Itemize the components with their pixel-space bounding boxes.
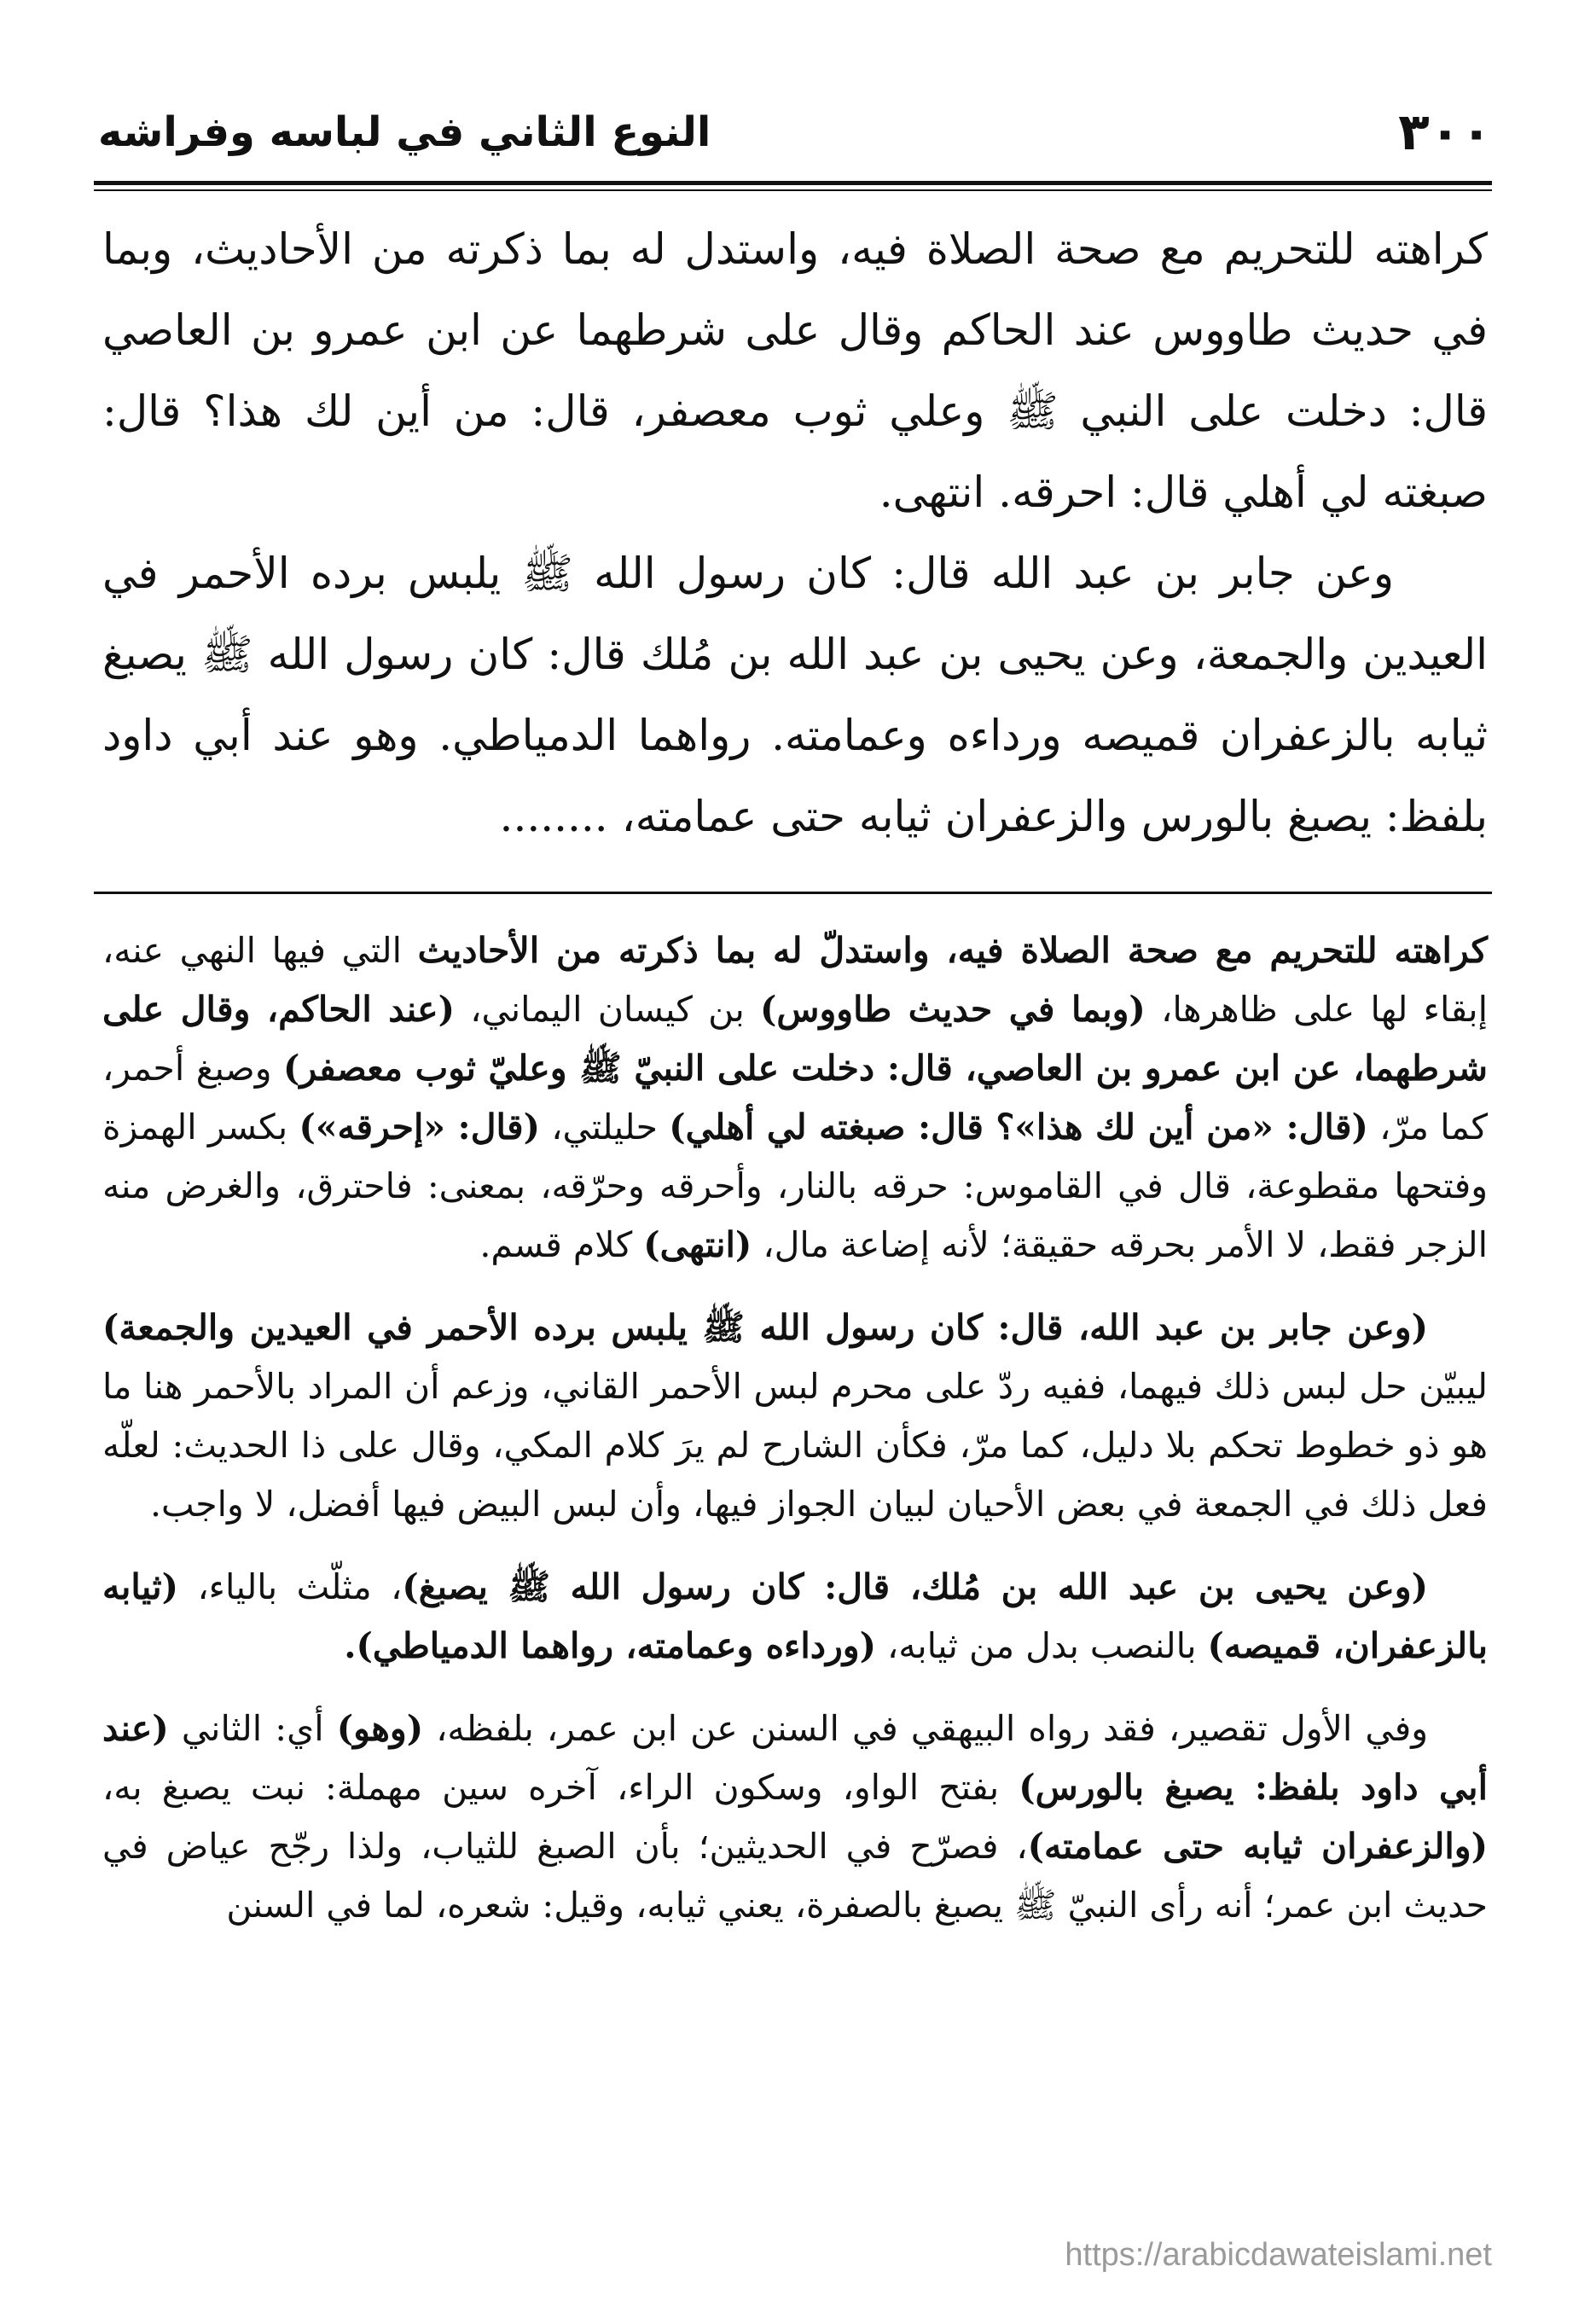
commentary-text: بن كيسان اليماني، bbox=[455, 989, 761, 1030]
quoted-text: (ورداءه وعمامته، رواهما الدمياطي). bbox=[344, 1625, 876, 1666]
commentary-text: ، فصرّح في الحديثين؛ بأن الصبغ للثياب، ولذا رجّح عياض في حديث ابن عمر؛ أنه رأى النبيّ ﷺ يصبغ بالصفرة، يعني ثيابه، وقيل: شعره، لما في السنن bbox=[102, 1826, 1488, 1926]
commentary-text: وصبغ أحمر، كما مرّ، bbox=[102, 1048, 1488, 1147]
quoted-text: (وبما في حديث طاووس) bbox=[760, 989, 1146, 1030]
matn-paragraph-2: وعن جابر بن عبد الله قال: كان رسول الله ﷺ يلبس برده الأحمر في العيدين والجمعة، وعن يحيى بن عبد الله بن مُلك قال: كان رسول الله ﷺ يصبغ ثيابه بالزعفران قميصه ورداءه وعمامته. رواهما الدمياطي. وهو عند أبي داود بلفظ: يصبغ بالورس والزعفران ثيابه حتى عمامته، ........ bbox=[102, 549, 1488, 841]
header-rule bbox=[94, 181, 1492, 185]
commentary-text: بالنصب بدل من ثيابه، bbox=[875, 1625, 1208, 1666]
quoted-text: (عند الحاكم، وقال على شرطهما، عن ابن عمرو بن العاصي، قال: دخلت على النبيّ ﷺ وعليّ ثوب معصفر) bbox=[102, 989, 1489, 1089]
quoted-text: (وهو) bbox=[336, 1708, 424, 1749]
commentary-text: التي فيها النهي عنه، إبقاء لها على ظاهرها، bbox=[102, 930, 1488, 1030]
header-rule-thin bbox=[94, 189, 1492, 191]
commentary-text: بكسر الهمزة وفتحها مقطوعة، قال في القاموس: حرقه بالنار، وأحرقه وحرّقه، بمعنى: فاحترق، والغرض منه الزجر فقط، لا الأمر بحرقه حقيقة؛ لأنه إضاعة مال، bbox=[102, 1107, 1488, 1265]
sharh-paragraph-3 bbox=[102, 1558, 1488, 1676]
quoted-text: كراهته للتحريم مع صحة الصلاة فيه، واستدلّ له بما ذكرته من الأحاديث bbox=[417, 930, 1488, 971]
commentary-text: كلام قسم. bbox=[479, 1224, 644, 1265]
section-divider bbox=[94, 892, 1492, 894]
quoted-text: (قال: «إحرقه») bbox=[299, 1107, 540, 1147]
quoted-text: (انتهى) bbox=[643, 1224, 752, 1265]
commentary-text: أي: الثاني bbox=[168, 1708, 337, 1749]
quoted-text: (وعن جابر بن عبد الله، قال: كان رسول الله ﷺ يلبس برده الأحمر في العيدين والجمعة) bbox=[102, 1307, 1428, 1348]
sharh-paragraph-2 bbox=[102, 1299, 1488, 1534]
matn-text bbox=[102, 209, 1488, 857]
commentary-text: ، مثلّث بالياء، bbox=[178, 1566, 403, 1607]
commentary-text: ليبيّن حل لبس ذلك فيهما، ففيه ردّ على محرم لبس الأحمر القاني، وزعم أن المراد بالأحمر هنا ما هو ذو خطوط تحكم بلا دليل، كما مرّ، فكأن الشارح لم يرَ كلام المكي، وقال على ذا الحديث: لعلّه فعل ذلك في الجمعة في بعض الأحيان لبيان الجواز فيها، وأن لبس البيض فيها أفضل، لا واجب. bbox=[102, 1366, 1488, 1525]
quoted-text: (قال: «من أين لك هذا»؟ قال: صبغته لي أهلي) bbox=[669, 1107, 1368, 1147]
sharh-paragraph-4 bbox=[102, 1699, 1488, 1935]
sharh-commentary bbox=[102, 921, 1488, 1935]
watermark-url: https://arabicdawateislami.net bbox=[1065, 2237, 1492, 2273]
quoted-text: (والزعفران ثيابه حتى عمامته) bbox=[1027, 1826, 1488, 1867]
running-title: النوع الثاني في لباسه وفراشه bbox=[98, 108, 711, 156]
matn-paragraph-1: كراهته للتحريم مع صحة الصلاة فيه، واستدل له بما ذكرته من الأحاديث، وبما في حديث طاووس عند الحاكم وقال على شرطهما عن ابن عمرو بن العاصي قال: دخلت على النبي ﷺ وعلي ثوب معصفر، قال: من أين لك هذا؟ قال: صبغته لي أهلي قال: احرقه. انتهى. bbox=[102, 224, 1488, 517]
commentary-text: وفي الأول تقصير، فقد رواه البيهقي في السنن عن ابن عمر، بلفظه، bbox=[423, 1708, 1428, 1749]
quoted-text: (وعن يحيى بن عبد الله بن مُلك، قال: كان رسول الله ﷺ يصبغ) bbox=[402, 1566, 1428, 1607]
page-number: ٣٠٠ bbox=[1398, 102, 1492, 162]
page-header bbox=[98, 85, 1492, 179]
commentary-text: حليلتي، bbox=[539, 1107, 670, 1147]
quoted-text: (عند أبي داود بلفظ: يصبغ بالورس) bbox=[102, 1708, 1488, 1808]
sharh-paragraph-1 bbox=[102, 921, 1488, 1275]
quoted-text: (ثيابه بالزعفران، قميصه) bbox=[102, 1566, 1488, 1666]
commentary-text: بفتح الواو، وسكون الراء، آخره سين مهملة: نبت يصبغ به، bbox=[102, 1767, 1019, 1808]
